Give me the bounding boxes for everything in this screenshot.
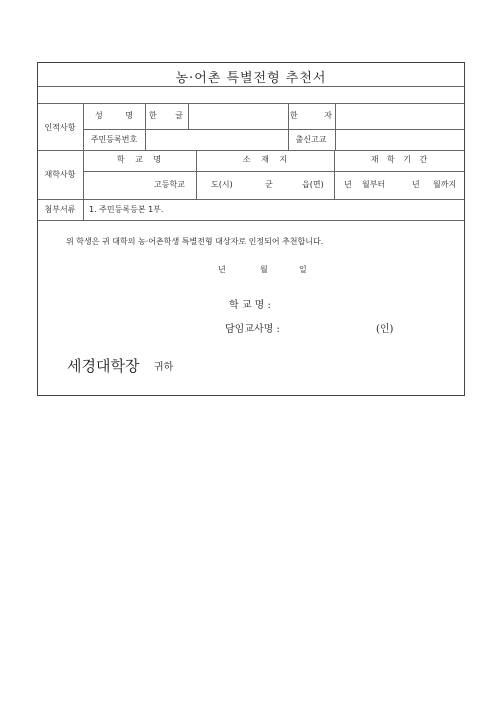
section-label-enrollment: 재학사항	[44, 170, 76, 179]
section-label-attachments: 첨부서류	[44, 205, 76, 214]
divider	[83, 171, 464, 172]
period-header: 재 학 기 간	[370, 155, 431, 164]
divider	[288, 103, 289, 150]
addressee-honorific: 귀하	[154, 362, 174, 373]
town-label: 읍(면)	[302, 180, 324, 189]
id-number-label: 주민등록번호	[90, 135, 138, 144]
county-label: 군	[265, 180, 273, 189]
year-to-label: 년	[412, 180, 420, 189]
divider	[38, 86, 464, 87]
divider	[83, 103, 84, 220]
month-to-label: 월까지	[433, 180, 457, 189]
divider	[38, 103, 464, 104]
divider	[334, 150, 335, 199]
name-label: 성 명	[95, 111, 143, 120]
hanja-label: 한 자	[290, 111, 344, 120]
divider	[83, 129, 464, 130]
signature-teacher-label: 담임교사명 :	[225, 324, 280, 335]
province-label: 도(시)	[211, 180, 233, 189]
divider	[38, 150, 464, 151]
date-day-label: 일	[299, 265, 307, 274]
section-label-personal: 인적사항	[44, 123, 76, 132]
location-header: 소 재 지	[242, 155, 292, 164]
signature-school-label: 학 교 명 :	[229, 300, 271, 311]
divider	[38, 220, 464, 221]
school-suffix: 고등학교	[154, 180, 185, 189]
divider	[38, 199, 464, 200]
recommendation-form	[37, 62, 465, 396]
school-name-header: 학 교 명	[116, 155, 166, 164]
school-origin-label: 출신고교	[295, 135, 327, 144]
form-title: 농·어촌 특별전형 추천서	[175, 71, 327, 86]
recommendation-statement: 위 학생은 귀 대학의 농·어촌학생 특별전형 대상자로 인정되어 추천합니다.	[66, 237, 324, 246]
hangul-label: 한 글	[149, 111, 191, 120]
divider	[196, 150, 197, 199]
divider	[145, 129, 146, 150]
attachments-content: 1. 주민등록등본 1부.	[89, 205, 164, 214]
date-month-label: 월	[260, 265, 268, 274]
addressee-name: 세경대학장	[67, 357, 140, 375]
year-from-label: 년	[344, 180, 352, 189]
date-year-label: 년	[218, 265, 226, 274]
seal-mark: (인)	[376, 324, 394, 335]
month-from-label: 월부터	[362, 180, 386, 189]
